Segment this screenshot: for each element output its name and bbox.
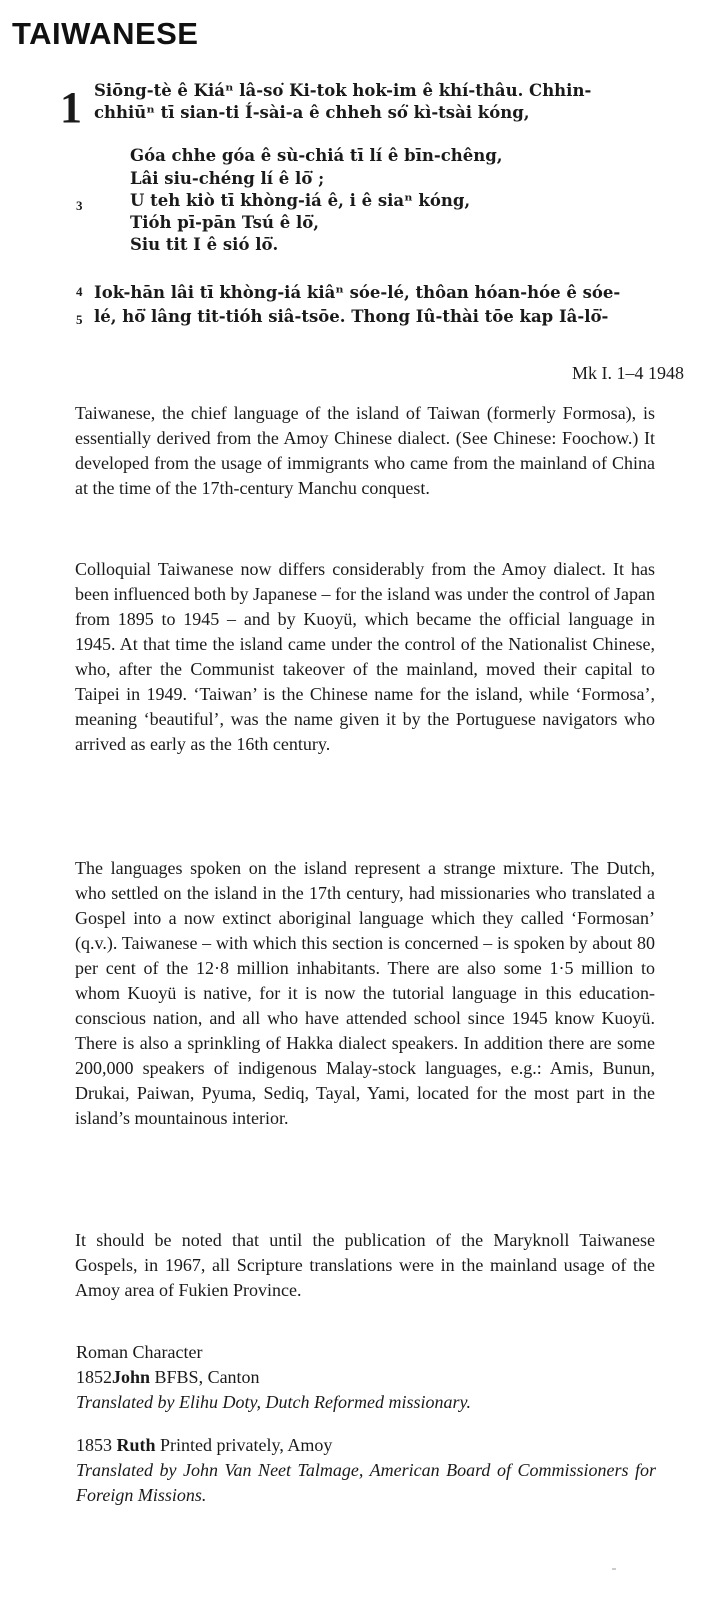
entry-publisher: Printed privately, Amoy — [155, 1435, 333, 1455]
sample-line: Iok-hān lâi tī khòng-iá kiâⁿ sóe-lé, thôan hóan-hóe ê sóe- — [94, 283, 621, 302]
sample-line: Siōng-tè ê Kiáⁿ lâ-so͘ Ki-tok hok-im ê khí-thâu. Chhin- — [94, 81, 592, 100]
paragraph: It should be noted that until the publication of the Maryknoll Taiwanese Gospels, in 1967, all Scripture translations were in the mainland usage of the Amoy area of Fukien Province. — [75, 1230, 655, 1300]
sample-number: 1 — [60, 83, 82, 132]
entry-publisher: BFBS, Canton — [150, 1367, 260, 1387]
scan-speck — [612, 1568, 616, 1570]
entry-note: Translated by Elihu Doty, Dutch Reformed missionary. — [76, 1392, 471, 1412]
bibliography-entry — [76, 1433, 656, 1508]
page-title: TAIWANESE — [12, 16, 199, 51]
entry-year: 1852 — [76, 1367, 112, 1387]
bibliography-heading: Roman Character — [76, 1342, 203, 1362]
verse-number: 4 — [76, 284, 83, 299]
sample-line: lé, hō͘ lâng tit-tióh siâ-tsōe. Thong Iû-thài tōe kap Iâ-lō͘- — [94, 307, 609, 326]
entry-book: Ruth — [116, 1435, 156, 1455]
sample-reference: Mk I. 1–4 1948 — [572, 363, 684, 383]
sample-line: U teh kiò tī khòng-iá ê, i ê siaⁿ kóng, — [130, 191, 471, 210]
entry-note: Translated by John Van Neet Talmage, American Board of Commissioners for Foreign Missions. — [76, 1460, 656, 1505]
sample-line: Góa chhe góa ê sù-chiá tī lí ê bīn-chêng, — [130, 146, 503, 165]
sample-line: Lâi siu-chéng lí ê lō͘ ; — [130, 169, 325, 188]
verse-number: 3 — [76, 198, 83, 213]
sample-line: Tióh pī-pān Tsú ê lō͘, — [130, 213, 319, 232]
paragraph: The languages spoken on the island represent a strange mixture. The Dutch, who settled on the island in the 17th century, had missionaries who translated a Gospel into a now extinct aboriginal language which they called ‘Formosan’ (q.v.). Taiwanese – with which this section is concerned – is spoken by about 80 per cent of the 12·8 million inhabitants. There are also some 1·5 million to whom Kuoyü is native, for it is now the tutorial language in this education-conscious nation, and all who have attended school since 1945 know Kuoyü. There is also a sprinkling of Hakka dialect speakers. In addition there are some 200,000 speakers of indigenous Malay-stock languages, e.g.: Amis, Bunun, Drukai, Paiwan, Pyuma, Sediq, Tayal, Yami, located for the most part in the island’s mountainous interior. — [75, 858, 655, 1128]
bibliography-entry — [76, 1365, 656, 1415]
paragraph: Taiwanese, the chief language of the island of Taiwan (formerly Formosa), is essentially derived from the Amoy Chinese dialect. (See Chinese: Foochow.) It developed from the usage of immigrants who came from the mainland of China at the time of the 17th-century Manchu conquest. — [75, 403, 655, 498]
entry-book: John — [112, 1367, 151, 1387]
sample-line: Siu tit I ê sió lō͘. — [130, 235, 279, 254]
verse-number: 5 — [76, 312, 83, 327]
sample-line: chhiūⁿ tī sian-ti Í-sài-a ê chheh só͘ kì-tsài kóng, — [94, 103, 530, 122]
paragraph: Colloquial Taiwanese now differs considerably from the Amoy dialect. It has been influenced both by Japanese – for the island was under the control of Japan from 1895 to 1945 – and by Kuoyü, which became the official language in 1945. At that time the island came under the control of the Nationalist Chinese, who, after the Communist takeover of the mainland, moved their capital to Taipei in 1949. ‘Taiwan’ is the Chinese name for the island, while ‘Formosa’, meaning ‘beautiful’, was the name given it by the Portuguese navigators who arrived as early as the 16th century. — [75, 559, 655, 754]
entry-year: 1853 — [76, 1435, 112, 1455]
